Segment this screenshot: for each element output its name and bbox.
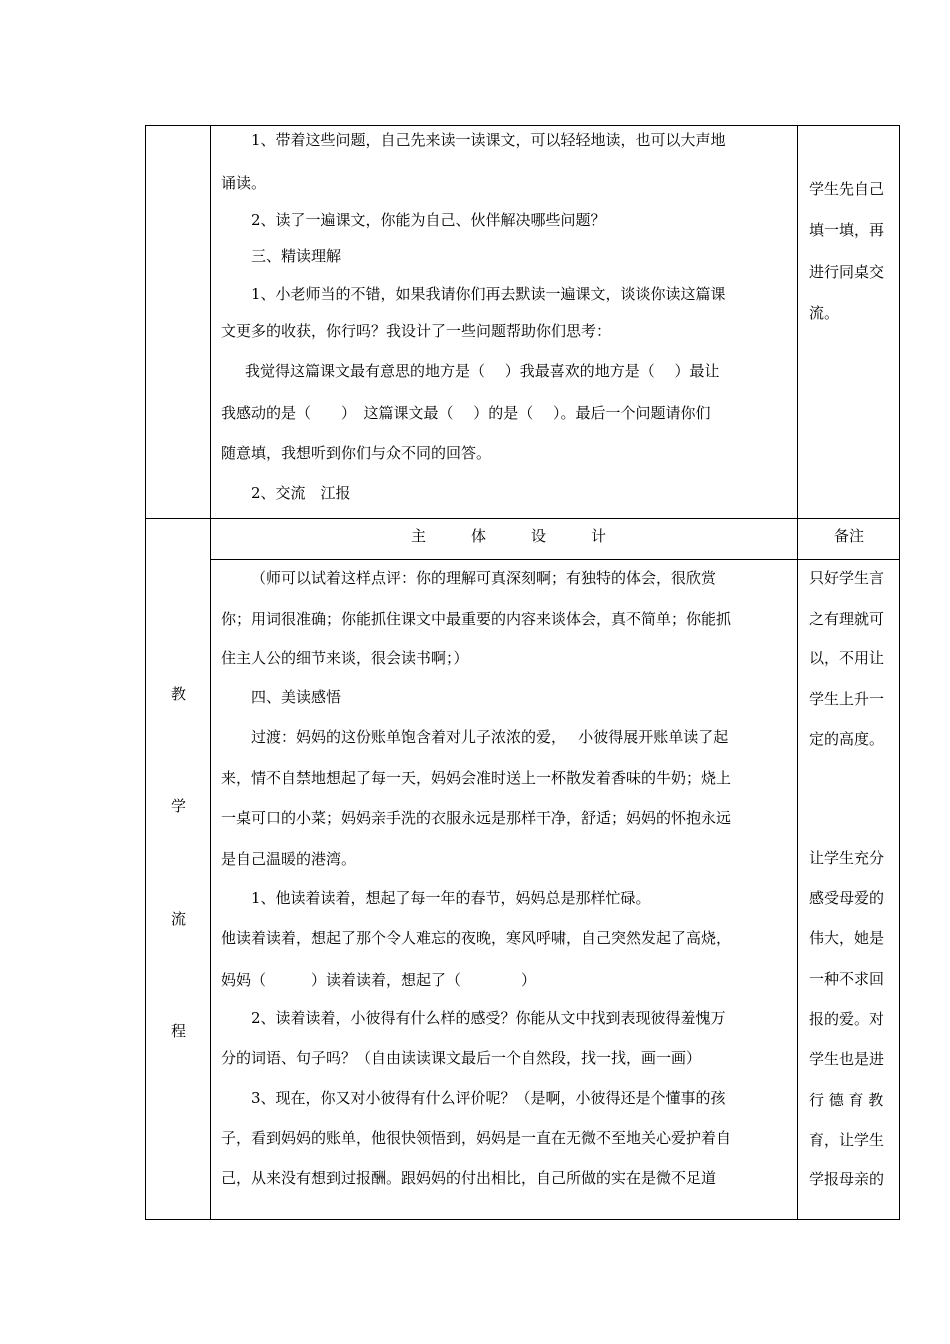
left-column-divider [210, 126, 211, 1219]
section-divider [146, 518, 899, 519]
note-line: 学生上升一 [809, 690, 885, 708]
paragraph-line: 3、现在，你又对小彼得有什么评价呢？（是啊，小彼得还是个懂事的孩 [251, 1089, 726, 1107]
note-line: 学生先自己 [809, 180, 885, 198]
note-line: 行 德 育 教 [809, 1091, 884, 1109]
note-line: 伟大，她是 [809, 929, 885, 947]
note-line: 让学生充分 [809, 849, 885, 867]
header-divider [210, 559, 899, 560]
note-line: 填一填，再 [809, 221, 885, 239]
paragraph-line: 他读着读着，想起了那个令人难忘的夜晚，寒风呼啸，自己突然发起了高烧， [221, 929, 732, 947]
note-line: 学报母亲的 [809, 1170, 885, 1188]
paragraph-line: 过渡：妈妈的这份账单饱含着对儿子浓浓的爱， 小彼得展开账单读了起 [251, 728, 729, 746]
note-line: 以，不用让 [809, 649, 885, 667]
paragraph-line: 你；用词很准确；你能抓住课文中最重要的内容来谈体会，真不简单；你能抓 [221, 610, 732, 628]
paragraph-line: 随意填，我想听到你们与众不同的回答。 [221, 444, 492, 462]
paragraph-line: （师可以试着这样点评：你的理解可真深刻啊；有独特的体会，很欣赏 [251, 569, 717, 587]
paragraph-line: 2、读了一遍课文，你能为自己、伙伴解决哪些问题？ [251, 211, 606, 229]
note-line: 流。 [809, 304, 840, 322]
lesson-plan-table [145, 125, 900, 1220]
right-column-divider [797, 126, 798, 1219]
note-line: 育，让学生 [809, 1131, 885, 1149]
note-line: 一种不求回 [809, 970, 885, 988]
note-line: 报的爱。对 [809, 1010, 885, 1028]
paragraph-line: 一桌可口的小菜；妈妈亲手洗的衣服永远是那样干净，舒适；妈妈的怀抱永远 [221, 809, 732, 827]
main-design-header: 主 体 设 计 [411, 527, 607, 545]
note-line: 之有理就可 [809, 610, 885, 628]
paragraph-line: 2、读着读着，小彼得有什么样的感受？你能从文中找到表现彼得羞愧万 [251, 1009, 726, 1027]
paragraph-line: 是自己温暖的港湾。 [221, 850, 357, 868]
paragraph-line: 分的词语、句子吗？（自由读读课文最后一个自然段，找一找，画一画） [221, 1049, 702, 1067]
paragraph-line: 2、交流 江报 [251, 484, 351, 502]
vertical-label-char: 流 [171, 910, 187, 928]
vertical-label-char: 教 [171, 685, 187, 703]
paragraph-line: 我觉得这篇课文最有意思的地方是（ ）我最喜欢的地方是（ ）最让 [245, 362, 720, 380]
note-line: 只好学生言 [809, 569, 885, 587]
note-line: 进行同桌交 [809, 263, 885, 281]
paragraph-line: 1、他读着读着，想起了每一年的春节，妈妈总是那样忙碌。 [251, 889, 651, 907]
note-line: 定的高度。 [809, 730, 885, 748]
vertical-label-char: 程 [171, 1022, 187, 1040]
paragraph-line: 来，情不自禁地想起了每一天，妈妈会准时送上一杯散发着香味的牛奶；烧上 [221, 769, 732, 787]
vertical-label-char: 学 [171, 797, 187, 815]
remark-header: 备注 [834, 527, 865, 545]
paragraph-line: 文更多的收获，你行吗？我设计了一些问题帮助你们思考： [221, 322, 612, 340]
paragraph-line: 1、带着这些问题，自己先来读一读课文，可以轻轻地读，也可以大声地 [251, 131, 726, 149]
paragraph-line: 三、精读理解 [251, 247, 342, 265]
note-line: 感受母爱的 [809, 889, 885, 907]
note-line: 学生也是进 [809, 1050, 885, 1068]
paragraph-line: 己，从来没有想到过报酬。跟妈妈的付出相比，自己所做的实在是微不足道 [221, 1169, 717, 1187]
paragraph-line: 住主人公的细节来谈，很会读书啊；） [221, 649, 469, 667]
paragraph-line: 我感动的是（ ） 这篇课文最（ ）的是（ ）。最后一个问题请你们 [221, 404, 711, 422]
paragraph-line: 诵读。 [221, 174, 267, 192]
paragraph-line: 子，看到妈妈的账单，他很快领悟到，妈妈是一直在无微不至地关心爱护着自 [221, 1129, 732, 1147]
paragraph-line: 1、小老师当的不错，如果我请你们再去默读一遍课文，谈谈你读这篇课 [251, 285, 726, 303]
paragraph-line: 四、美读感悟 [251, 688, 342, 706]
paragraph-line: 妈妈（ ）读着读着，想起了（ ） [221, 971, 537, 989]
